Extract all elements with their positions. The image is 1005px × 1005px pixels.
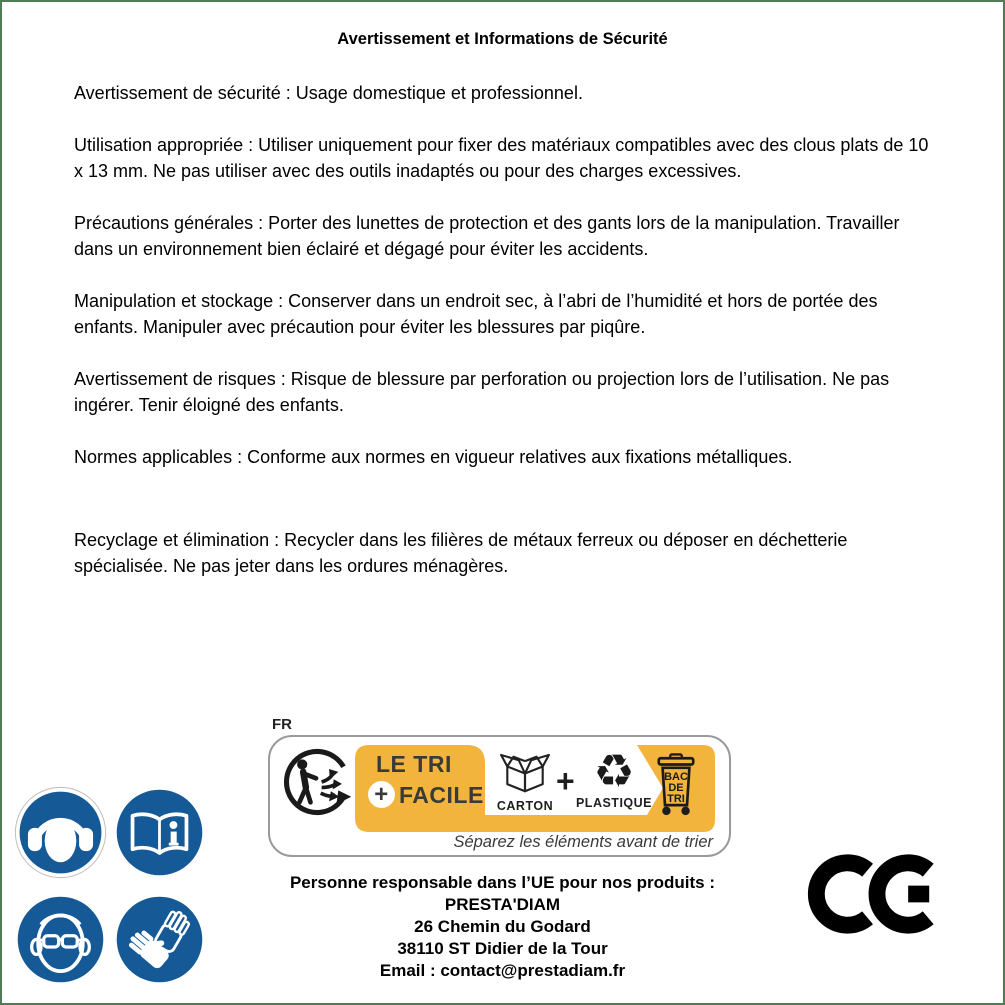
facile-text: FACILE	[399, 781, 484, 808]
paragraph-precautions-generales: Précautions générales : Porter des lunettes de protection et des gants lors de la manipulation. Travailler dans un environnement bien éclairé et dégagé pour éviter les accidents.	[74, 213, 900, 259]
carton-material	[489, 747, 561, 813]
address-street: 26 Chemin du Godard	[414, 917, 591, 936]
le-tri-facile-wordmark	[368, 751, 486, 808]
safety-paragraphs	[74, 80, 933, 605]
bin-text-line3: TRI	[667, 793, 685, 806]
read-instruction-manual-icon	[113, 786, 206, 879]
sort-caption: Séparez les éléments avant de trier	[453, 833, 713, 851]
plus-separator: +	[556, 763, 575, 799]
contact-email: Email : contact@prestadiam.fr	[379, 961, 626, 980]
infotri-label	[268, 716, 738, 857]
paragraph-normes-applicables: Normes applicables : Conforme aux normes en vigueur relatives aux fixations métalliques.	[74, 447, 793, 467]
bac-de-tri-bin-icon	[654, 751, 698, 821]
bin-text-line2: DE	[668, 782, 684, 795]
responsible-person-intro: Personne responsable dans l’UE pour nos produits :	[289, 873, 716, 892]
infotri-box	[268, 735, 731, 857]
paragraph-utilisation-appropriee: Utilisation appropriée : Utiliser uniquement pour fixer des matériaux compatibles avec des clous plats de 10 x 13 mm. Ne pas utiliser avec des outils inadaptés ou pour des charges excessives.	[74, 135, 929, 181]
plastique-label: PLASTIQUE	[575, 796, 653, 810]
bin-text-line1: BAC	[664, 771, 688, 784]
ce-marking-icon	[797, 845, 957, 943]
fr-country-code: FR	[272, 716, 292, 733]
plus-badge-icon: +	[368, 781, 395, 808]
paragraph-manipulation-stockage: Manipulation et stockage : Conserver dans un endroit sec, à l’abri de l’humidité et hors de portée des enfants. Manipuler avec précaution pour éviter les blessures par piqûre.	[74, 291, 878, 337]
triman-icon	[280, 743, 354, 821]
plastique-material	[575, 747, 653, 810]
carton-label: CARTON	[496, 799, 554, 813]
wear-ear-protection-icon	[14, 786, 107, 879]
paragraph-recyclage-elimination: Recyclage et élimination : Recycler dans les filières de métaux ferreux ou déposer en déchetterie spécialisée. Ne pas jeter dans les ordures ménagères.	[74, 530, 848, 576]
recycling-triangle-icon: ♻	[593, 745, 635, 797]
page-title: Avertissement et Informations de Sécurité	[337, 30, 668, 48]
paragraph-avertissement-securite: Avertissement de sécurité : Usage domestique et professionnel.	[74, 83, 583, 103]
company-name: PRESTA'DIAM	[444, 895, 561, 914]
address-city: 38110 ST Didier de la Tour	[397, 939, 608, 958]
le-tri-text: LE TRI	[376, 751, 452, 777]
paragraph-avertissement-risques: Avertissement de risques : Risque de blessure par perforation ou projection lors de l’utilisation. Ne pas ingérer. Tenir éloigné des enfants.	[74, 369, 890, 415]
cardboard-box-icon	[496, 747, 554, 793]
